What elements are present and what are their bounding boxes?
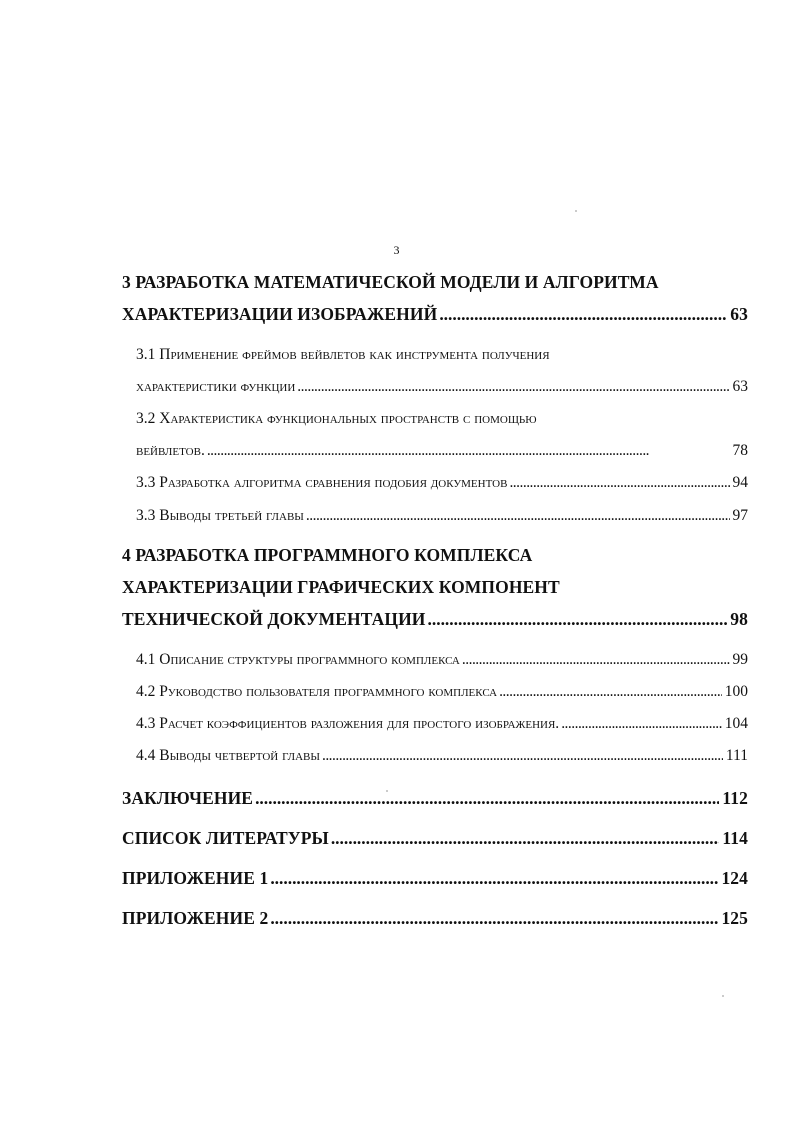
toc-page-number: 125 [721, 908, 748, 928]
toc-references-entry[interactable] [122, 826, 748, 850]
toc-section-3-2-entry[interactable] [136, 439, 748, 463]
scan-speck [575, 210, 577, 212]
toc-section-title: 4.4 Выводы четвертой главы [136, 747, 320, 764]
dot-leader [561, 712, 722, 736]
toc-page-number: 100 [724, 683, 748, 700]
toc-section-4-2-entry[interactable] [136, 680, 748, 704]
toc-page-number: 99 [732, 651, 748, 668]
dot-leader [297, 375, 729, 399]
dot-leader [499, 680, 722, 704]
toc-chapter-4-title-line1: 4 РАЗРАБОТКА ПРОГРАММНОГО КОМПЛЕКСА [122, 545, 533, 565]
toc-page-number: 112 [722, 788, 748, 808]
toc-entry-title: СПИСОК ЛИТЕРАТУРЫ [122, 828, 329, 848]
toc-chapter-4-title-line3: ТЕХНИЧЕСКОЙ ДОКУМЕНТАЦИИ [122, 609, 426, 629]
page-number: 3 [393, 243, 400, 257]
toc-page-number: 104 [724, 715, 748, 732]
scan-speck [386, 790, 388, 792]
toc-page-number: 97 [732, 507, 748, 524]
toc-chapter-4-title-line2: ХАРАКТЕРИЗАЦИИ ГРАФИЧЕСКИХ КОМПОНЕНТ [122, 577, 560, 597]
toc-page-number: 63 [732, 378, 748, 395]
toc-entry-title: ПРИЛОЖЕНИЕ 1 [122, 868, 269, 888]
dot-leader [270, 906, 718, 930]
toc-page-number: 124 [721, 868, 748, 888]
toc-page-number: 63 [730, 304, 748, 324]
toc-section-title: характеристики функции [136, 378, 296, 395]
toc-chapter-4-line2 [122, 575, 748, 599]
dot-leader [322, 744, 723, 768]
toc-conclusion-entry[interactable] [122, 786, 748, 810]
dot-leader [428, 607, 728, 631]
toc-appendix-2-entry[interactable] [122, 906, 748, 930]
toc-section-3-4-entry[interactable] [136, 504, 748, 528]
toc-section-4-3-entry[interactable] [136, 712, 748, 736]
toc-chapter-3-line1 [122, 270, 748, 294]
toc-chapter-3-title-line2: ХАРАКТЕРИЗАЦИИ ИЗОБРАЖЕНИЙ [122, 304, 438, 324]
toc-section-4-1-entry[interactable] [136, 648, 748, 672]
toc-section-title: 3.3 Выводы третьей главы [136, 507, 304, 524]
toc-page-number: 111 [725, 747, 748, 764]
toc-section-3-2-line1 [136, 407, 748, 431]
toc-section-3-3-entry[interactable] [136, 471, 748, 495]
toc-chapter-4-line1 [122, 543, 748, 567]
toc-section-3-1-entry[interactable] [136, 375, 748, 399]
dot-leader [255, 786, 719, 810]
toc-page-number: 114 [722, 828, 748, 848]
dot-leader [462, 648, 730, 672]
dot-leader [439, 302, 727, 326]
toc-section-3-1-line1 [136, 343, 748, 367]
dot-leader [331, 826, 720, 850]
toc-section-title: 3.1 Применение фреймов вейвлетов как инструмента получения [136, 346, 550, 363]
toc-section-title: вейвлетов. [136, 442, 205, 459]
dot-leader [270, 866, 718, 890]
dot-leader [306, 504, 730, 528]
toc-entry-title: ПРИЛОЖЕНИЕ 2 [122, 908, 269, 928]
dot-leader [207, 439, 730, 463]
toc-page-number: 98 [730, 609, 748, 629]
toc-entry-title: ЗАКЛЮЧЕНИЕ [122, 788, 254, 808]
toc-appendix-1-entry[interactable] [122, 866, 748, 890]
toc-section-title: 3.3 Разработка алгоритма сравнения подобия документов [136, 474, 508, 491]
toc-chapter-4-entry[interactable] [122, 607, 748, 631]
toc-section-title: 4.2 Руководство пользователя программного комплекса [136, 683, 498, 700]
toc-section-4-4-entry[interactable] [136, 744, 748, 768]
toc-chapter-3-title-line1: 3 РАЗРАБОТКА МАТЕМАТИЧЕСКОЙ МОДЕЛИ И АЛГОРИТМА [122, 272, 659, 292]
toc-page-number: 94 [732, 474, 748, 491]
scan-speck [722, 995, 724, 997]
toc-section-title: 3.2 Характеристика функциональных пространств с помощью [136, 410, 537, 427]
toc-section-title: 4.3 Расчет коэффициентов разложения для простого изображения. [136, 715, 560, 732]
dot-leader [509, 471, 729, 495]
toc-section-title: 4.1 Описание структуры программного комплекса [136, 651, 460, 668]
toc-page-number: 78 [732, 442, 748, 459]
toc-chapter-3-entry[interactable] [122, 302, 748, 326]
